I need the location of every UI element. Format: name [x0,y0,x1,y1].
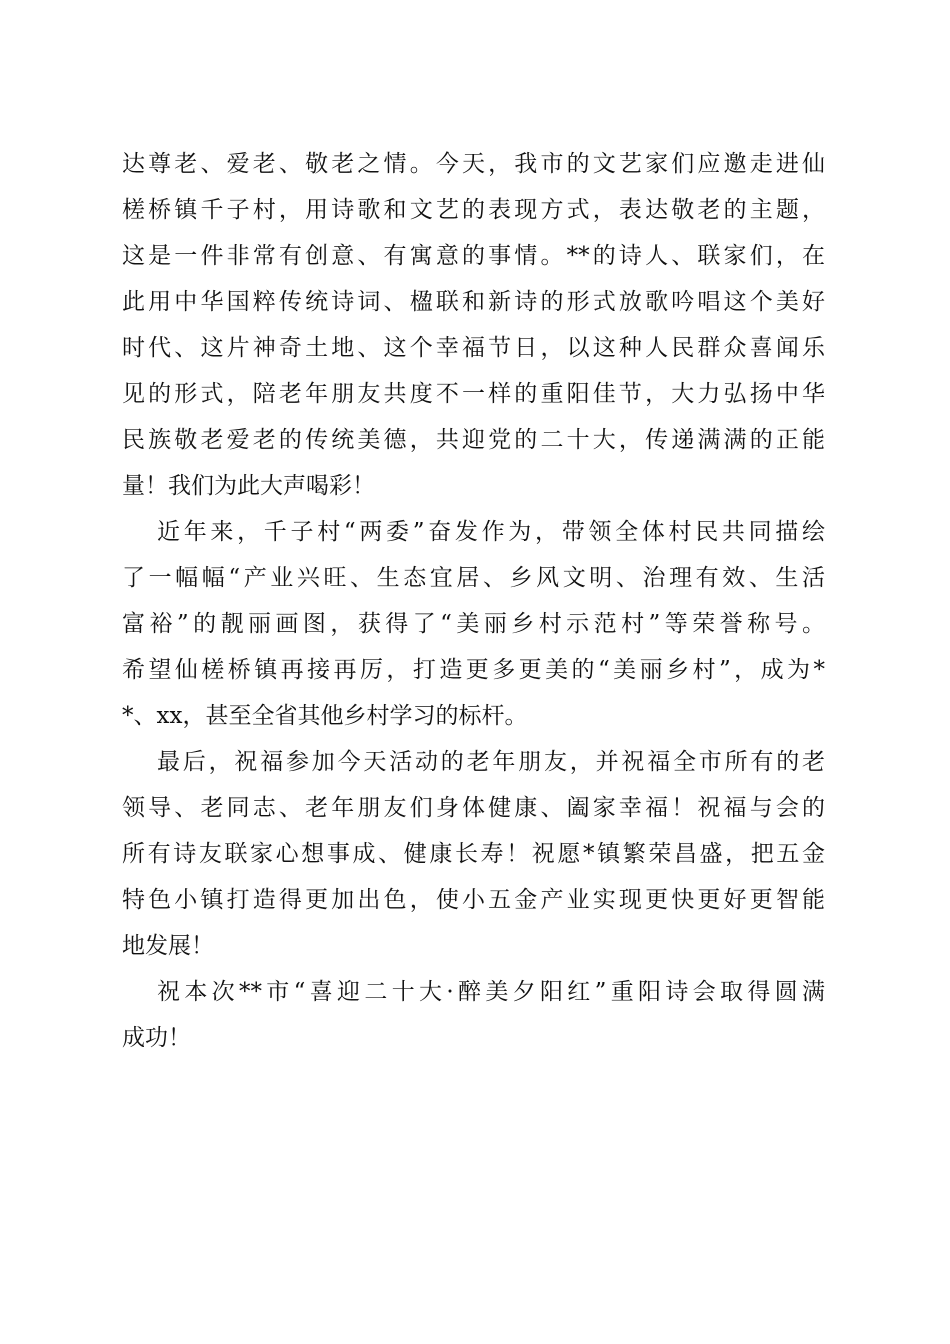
text-line: 时代、这片神奇土地、这个幸福节日，以这种人民群众喜闻乐 [122,335,825,361]
document-body [122,141,825,1061]
text-line: 此用中华国粹传统诗词、楹联和新诗的形式放歌吟唱这个美好 [122,289,825,315]
text-line: 富裕”的靓丽画图，获得了“美丽乡村示范村”等荣誉称号。 [122,611,825,637]
paragraph-start-line: 最后，祝福参加今天活动的老年朋友，并祝福全市所有的老 [157,749,825,775]
text-line: 槎桥镇千子村，用诗歌和文艺的表现方式，表达敬老的主题， [122,197,825,223]
text-line: *、xx，甚至全省其他乡村学习的标杆。 [122,703,528,729]
text-line: 达尊老、爱老、敬老之情。今天，我市的文艺家们应邀走进仙 [122,151,825,177]
text-line: 民族敬老爱老的传统美德，共迎党的二十大，传递满满的正能 [122,427,825,453]
text-line: 所有诗友联家心想事成、健康长寿！祝愿*镇繁荣昌盛，把五金 [122,841,825,867]
text-line: 地发展！ [122,933,214,959]
text-line: 成功！ [122,1025,191,1051]
paragraph-start-line: 近年来，千子村“两委”奋发作为，带领全体村民共同描绘 [157,519,825,545]
text-line: 见的形式，陪老年朋友共度不一样的重阳佳节，大力弘扬中华 [122,381,825,407]
text-line: 了一幅幅“产业兴旺、生态宜居、乡风文明、治理有效、生活 [122,565,825,591]
text-line: 领导、老同志、老年朋友们身体健康、阖家幸福！祝福与会的 [122,795,825,821]
text-line: 这是一件非常有创意、有寓意的事情。**的诗人、联家们，在 [122,243,825,269]
text-line: 希望仙槎桥镇再接再厉，打造更多更美的“美丽乡村”，成为* [122,657,825,683]
text-line: 特色小镇打造得更加出色，使小五金产业实现更快更好更智能 [122,887,825,913]
paragraph-start-line: 祝本次**市“喜迎二十大·醉美夕阳红”重阳诗会取得圆满 [157,979,825,1005]
text-line: 量！我们为此大声喝彩！ [122,473,375,499]
